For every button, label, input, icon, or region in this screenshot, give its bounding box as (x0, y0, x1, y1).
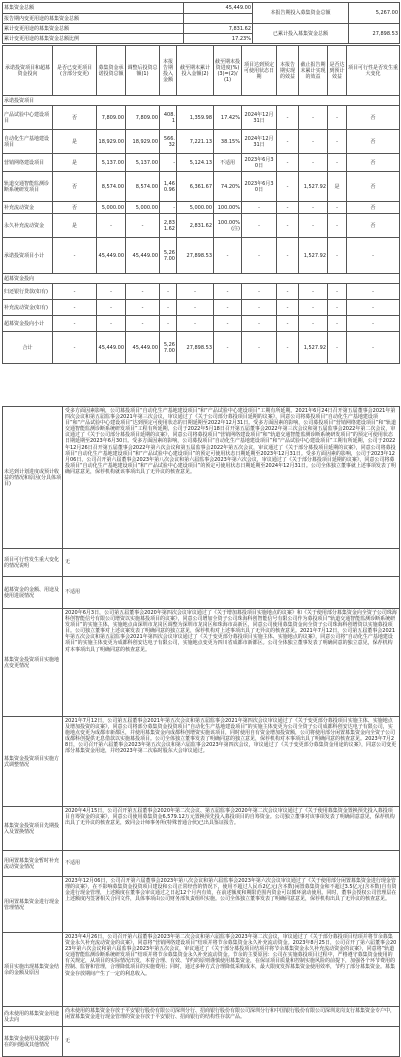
cell: 不适用 (214, 154, 242, 172)
cell: - (277, 300, 299, 316)
cell: 5,137.00 (126, 154, 160, 172)
column-header: 截至期末累计投入金额(2) (177, 46, 214, 96)
cell: - (242, 202, 277, 214)
cell: - (328, 154, 347, 172)
cell: - (53, 238, 97, 274)
cell: 7,809.00 (126, 106, 160, 130)
cell: - (242, 332, 277, 364)
cell: - (277, 202, 299, 214)
cell: - (160, 284, 177, 300)
cell: 否 (347, 154, 400, 172)
table-row (3, 106, 400, 130)
cell: - (328, 130, 347, 154)
row-name: 轨道交通智能监测诊断系统研发项目 (3, 172, 53, 202)
cell: - (299, 316, 328, 332)
note-label: 募集资金投资项目先期投入及置换情况 (3, 807, 63, 851)
column-header: 截止报告期末累计实现的效益 (299, 46, 328, 96)
cell: - (242, 300, 277, 316)
cell: - (277, 284, 299, 300)
row-name: 承诺投资项目 (3, 96, 400, 106)
column-header: 项目可行性是否发生重大变化 (347, 46, 400, 96)
note-row (3, 717, 400, 807)
cell: - (328, 238, 347, 274)
cell: 45,449.00 (97, 332, 126, 364)
note-row (3, 1007, 400, 1027)
cell: - (53, 332, 97, 364)
note-text: 2023年12月06日，公司召开第六届董事会2023年第八次会议和第六届监事会2023年第六次会议审议通过了《关于使用部分闲置募集资金进行现金管理的议案》，在不影响募集资金投资项目建设和公司正常经营的情况下，使用不超过人民币2亿元(含本数)闲置募集资金和不超过3.5亿元(含本数)自有资金进行现金管理，上述额度在董事会审议通过之日起12个月内有效，在前述额度和期限范围内资金可以循环滚动使用。同时，董事会授权公司管理层在上述额度内签署相关合同文件，具体事项由公司财务部负责组织实施。公司全体独立董事发表了明确同意意见，保荐机构出具了无异议的核查意见。 (63, 877, 400, 933)
cell: 2024年12月31日 (242, 130, 277, 154)
cell: 2023年6月30日 (242, 172, 277, 202)
cell: - (53, 316, 97, 332)
note-label: 尚未使用的募集资金用途及去向 (3, 1007, 63, 1027)
cell: 5,137.00 (97, 154, 126, 172)
cell: - (347, 300, 400, 316)
table-row (3, 154, 400, 172)
cell: 2023年6月30日 (242, 154, 277, 172)
note-label: 未达到计划进度或预计收益的情况和原因(分具体项目) (3, 407, 63, 549)
column-header: 募集资金承诺投资总额 (97, 46, 126, 96)
row-name: 超募资金投向 (3, 274, 400, 284)
summary-value: 45,449.00 (184, 3, 253, 14)
cell: - (277, 332, 299, 364)
cell: 否 (347, 172, 400, 202)
row-name: 合计 (3, 332, 53, 364)
summary-label: 报告期内变更用途的募集资金总额 (3, 14, 184, 24)
note-text: 无 (63, 549, 400, 577)
cell: - (347, 316, 400, 332)
cell: - (299, 106, 328, 130)
cell: - (242, 214, 277, 238)
summary-right-value: 5,267.00 (349, 3, 400, 24)
cell: - (97, 284, 126, 300)
column-header: 承诺投资项目和超募资金投向 (3, 46, 53, 96)
cell: - (214, 238, 242, 274)
note-row (3, 1027, 400, 1057)
table-row (3, 238, 400, 274)
cell: - (126, 214, 160, 238)
cell: - (126, 284, 160, 300)
cell: - (328, 202, 347, 214)
cell: - (347, 284, 400, 300)
cell: - (277, 154, 299, 172)
table-row (3, 332, 400, 364)
cell: 否 (53, 172, 97, 202)
cell: - (328, 316, 347, 332)
cell: - (328, 106, 347, 130)
cell: - (277, 214, 299, 238)
cell: - (177, 300, 214, 316)
note-label: 用闲置募集资金进行现金管理情况 (3, 877, 63, 933)
summary-right-value: 27,898.53 (349, 24, 400, 44)
note-row (3, 549, 400, 577)
cell: 是 (328, 172, 347, 202)
cell: 27,898.53 (177, 332, 214, 364)
table-row (3, 214, 400, 238)
note-text: 不适用 (63, 577, 400, 609)
cell: - (160, 316, 177, 332)
note-row (3, 851, 400, 877)
cell: - (242, 284, 277, 300)
cell: - (299, 300, 328, 316)
cell: 2024年12月31日 (242, 106, 277, 130)
cell: 是 (53, 214, 97, 238)
column-header: 本报告期实现的效益 (277, 46, 299, 96)
row-name: 自动化生产基地建设项目 (3, 130, 53, 154)
row-name: 产品试验中心建设项目 (3, 106, 53, 130)
cell: 18,929.00 (97, 130, 126, 154)
table-row (3, 300, 400, 316)
note-text: 受多方面因素影响，公司募投项目“自动化生产基地建设项目”和“产品试验中心建设项目”工期有所延期。2021年6月24日召开第五届董事会2021年第四次会议和第五届监事会2021年第三次会议，审议通过了《关于公司部分募投项目延期的议案》，同意公司将募投项目“自动化生产基地建设项目”和“产品试验中心建设项目”达到预定可使用状态的日期延期至2022年12月31日。受多方面因素的影响，公司募投项目“营销网络建设项目”和“轨道交通智能监测诊断系统研发项目”工程有所延期，公司于2022年5月18日召开第五届董事会2022年第三次会议和第五届监事会2022年第二次会议，审议通过了《关于公司部分募投项目延期的议案》，同意公司将募投项目“营销网络建设项目”和“轨道交通智能监测诊断系统研发项目”的预定可使用状态日期延期至2023年6月30日。受多方面因素的影响，公司募投项目“自动化生产基地建设项目”和“产品试验中心建设项目”工期有所延期，公司于2022年12月26日召开第五届董事会2022年第六次会议和第五届监事会2022年第五次会议，审议通过了《关于部分募投项目延期的议案》，同意公司将募投项目“自动化生产基地建设项目”和“产品试验中心建设项目”的预定可使用状态日期延期至2023年12月31日。受多方面因素的影响，公司于2023年12月06日，公司召开第六届董事会2023年第八次会议和第六届监事会2023年第六次会议，审议通过了《关于部分募投项目延期的议案》，同意公司将募投项目“自动化生产基地建设项目”和“产品试验中心建设项目”的预定可使用状态日期延期至2024年12月31日。公司全体独立董事就上述事项发表了明确同意意见，保荐机构就该事项出具了无异议的核查意见。 (63, 407, 400, 549)
cell: 17.42% (214, 106, 242, 130)
cell: - (299, 284, 328, 300)
cell: 27,898.53 (177, 238, 214, 274)
cell: - (328, 284, 347, 300)
cell: - (160, 154, 177, 172)
summary-right-label: 已累计投入募集资金总额 (253, 24, 349, 44)
summary-label: 累计变更用途的募集资金总额 (3, 24, 184, 34)
cell: - (97, 214, 126, 238)
note-text: 2023年4月26日，公司召开第六届董事会2023年第二次会议和第六届监事会2023年第二次会议，审议通过了《关于部分募投项目结项并将节余募集资金永久补充流动资金的议案》，同意将“营销网络建设项目”结项并将节余募集资金永久补充流动资金。2023年8月25日，公司召开了第六届董事会2023年第六次会议和第六届监事会2023年第五次会议，审议通过了《关于部分募投项目结项并将节余募集资金永久补充流动资金的议案》，同意将“轨道交通智能监测诊断系统研发项目”结项并将节余募集资金永久补充流动资金。节余的主要原因：公司在实施募投项目过程中，严格遵守募集资金使用的有关规定，从项目的实际情况出发，本着合理、有效、节约的原则谨慎使用募集资金，在保证项目质量和控制实施风险的前提下，加强各个环节费用的控制、监督和管理，合理降低项目的实施费用；同时，通过多种方式合理降低采购成本，最大限度发挥募集资金使用效率，节约了部分募集资金。募集资金存放期间产生了一定的利息收入。 (63, 933, 400, 1007)
table-row (3, 130, 400, 154)
cell: 2,831.62 (160, 214, 177, 238)
cell: - (277, 238, 299, 274)
summary-value (184, 14, 253, 24)
cell: 38.15% (214, 130, 242, 154)
cell: 否 (347, 214, 400, 238)
cell: - (242, 316, 277, 332)
row-name: 补充流动资金(如有) (3, 300, 53, 316)
cell: - (214, 316, 242, 332)
row-name: 承诺投资项目小计 (3, 238, 53, 274)
cell: 否 (347, 130, 400, 154)
cell: 100.00%(注) (214, 214, 242, 238)
cell: 8,574.00 (126, 172, 160, 202)
note-label: 募集资金投资项目实施方式调整情况 (3, 717, 63, 807)
cell: 7,221.13 (177, 130, 214, 154)
cell: - (214, 300, 242, 316)
cell: 否 (347, 106, 400, 130)
note-label: 超募资金的金额、用途及使用进展情况 (3, 577, 63, 609)
cell: 1,460.96 (160, 172, 177, 202)
cell: 2,831.62 (177, 214, 214, 238)
cell: - (347, 238, 400, 274)
cell: 45,449.00 (126, 238, 160, 274)
cell: - (299, 130, 328, 154)
cell: 100.00% (214, 202, 242, 214)
cell: 5,000.00 (177, 202, 214, 214)
summary-table (2, 2, 400, 44)
note-text: 无 (63, 1027, 400, 1057)
row-name: 超募资金投向小计 (3, 316, 53, 332)
row-name: 永久补充流动资金 (3, 214, 53, 238)
column-header: 项目达到预定可使用状态日期 (242, 46, 277, 96)
table-row (3, 96, 400, 106)
cell: - (299, 214, 328, 238)
cell: - (160, 300, 177, 316)
cell: 8,574.00 (97, 172, 126, 202)
cell: 45,449.00 (126, 332, 160, 364)
column-header: 本报告期投入金额 (160, 46, 177, 96)
column-header: 截至期末投资进度(%)(3)=(2)/(1) (214, 46, 242, 96)
column-header: 是否已变更项目(含部分变更) (53, 46, 97, 96)
table-row (3, 284, 400, 300)
note-text: 2021年7月12日，公司第五届董事会2021年第五次会议和第五届监事会2021年第四次会议审议通过了《关于变更部分募投项目实施主体、实施地点及增加投资的议案》，同意公司将部分募集资金投资项目“自动化生产基地建设项目”的实施主体变更为公司全资子公司成都科创安达电子有限公司，实施地点变更为成都市新都区，并使用募集资金向成都科创增资实施该项目，同时使用自有资金增加投资额，公司将使用部分闲置募集资金向全资子公司成都科创提供无息借款以实施募投项目。公司全体独立董事发表了明确同意的独立意见，保荐机构对本事项出具了明确同意的核查意见。2023年7月28日，公司召开第六届董事会2023年第五次会议和第六届监事会2023年第四次会议，审议通过了《关于变更部分募集资金用途的议案》，同意公司变更部分募集资金用途，并经2023年第二次临时股东大会审议通过。 (63, 717, 400, 807)
note-row (3, 609, 400, 717)
note-label: 募集资金使用及披露中存在的问题或其他情况 (3, 1027, 63, 1057)
summary-value: 17.23% (184, 34, 253, 44)
cell: 45,449.00 (97, 238, 126, 274)
cell: - (299, 202, 328, 214)
cell: 408.1 (160, 106, 177, 130)
note-row (3, 933, 400, 1007)
cell: 5,000.00 (126, 202, 160, 214)
cell: - (177, 284, 214, 300)
cell: - (277, 130, 299, 154)
cell: - (328, 300, 347, 316)
note-text: 尚未使用的募集资金存放于平安银行股份有限公司深圳分行、招商银行股份有限公司深圳分行和中国银行股份有限公司深圳龙岗支行募集资金专户中，闲置募集资金进行现金管理的资金存放于平安银行、招商银行的结构性存款产品。 (63, 1007, 400, 1027)
table-row (3, 316, 400, 332)
cell: - (277, 172, 299, 202)
cell: - (299, 154, 328, 172)
note-row (3, 807, 400, 851)
cell: 1,359.98 (177, 106, 214, 130)
cell: - (53, 300, 97, 316)
table-row (3, 274, 400, 284)
cell: - (160, 202, 177, 214)
cell: 74.20% (214, 172, 242, 202)
cell: - (214, 332, 242, 364)
notes-table (2, 406, 400, 1057)
cell: 否 (347, 202, 400, 214)
cell: - (177, 316, 214, 332)
summary-label: 募集资金总额 (3, 3, 184, 14)
summary-label: 累计变更用途的募集资金总额比例 (3, 34, 184, 44)
note-text: 2020年6月3日，公司第五届董事会2020年第四次会议审议通过了《关于增加募投项目实施地点的议案》和《关于使用部分募集资金向全资子公司珠海科创智能信号有限公司增资以实施募投项目的议案》，同意公司增加全资子公司珠海科创智能信号有限公司作为募投项目“轨道交通智能监测诊断系统研发项目”的实施主体，实施地点由深圳市龙岗区调整为深圳市龙岗区和珠海市高新区，同意公司使用募集资金向全资子公司珠海科创增资以实施募投项目。公司独立董事对上述议案发表了明确同意的独立意见，保荐机构对上述事项出具了无异议的核查意见。2021年7月12日，公司第五届董事会2021年第五次会议和第五届监事会2021年第四次会议审议通过了《关于变更部分募投项目实施主体、实施地点的议案》，同意公司将“自动化生产基地建设项目”的实施主体变更为成都科创安达电子有限公司，实施地点变更为四川省成都市新都区。公司全体独立董事发表了明确同意的独立意见，保荐机构对本事项出具了明确同意的核查意见。 (63, 609, 400, 717)
note-label: 募集资金投资项目实施地点变更情况 (3, 609, 63, 717)
summary-right-label: 本报告期投入募集资金总额 (253, 3, 349, 24)
cell: 否 (53, 106, 97, 130)
column-header: 调整后投资总额(1) (126, 46, 160, 96)
cell: 是 (53, 154, 97, 172)
cell: 566.32 (160, 130, 177, 154)
note-row (3, 407, 400, 549)
summary-value: 7,831.62 (184, 24, 253, 34)
cell: 18,929.00 (126, 130, 160, 154)
cell: - (126, 316, 160, 332)
cell: 1,527.92 (299, 172, 328, 202)
cell: 5,000.00 (97, 202, 126, 214)
cell: 5,267.00 (160, 238, 177, 274)
column-header: 是否达到预计效益 (328, 46, 347, 96)
row-name: 归还银行贷款(如有) (3, 284, 53, 300)
cell: 是 (53, 130, 97, 154)
cell: 7,809.00 (97, 106, 126, 130)
table-row (3, 172, 400, 202)
note-label: 项目可行性发生重大变化的情况说明 (3, 549, 63, 577)
cell: - (53, 284, 97, 300)
cell: 5,124.13 (177, 154, 214, 172)
cell: - (214, 284, 242, 300)
cell: 6,361.67 (177, 172, 214, 202)
cell: - (97, 300, 126, 316)
cell: 1,527.92 (299, 238, 328, 274)
cell: - (347, 332, 400, 364)
table-row (3, 202, 400, 214)
project-table (2, 45, 400, 364)
cell: - (126, 300, 160, 316)
row-name: 补充流动资金 (3, 202, 53, 214)
note-row (3, 577, 400, 609)
table-header-row (3, 46, 400, 96)
cell: - (277, 106, 299, 130)
cell: - (277, 316, 299, 332)
cell: - (242, 238, 277, 274)
note-label: 项目实施出现募集资金结余的金额及原因 (3, 933, 63, 1007)
note-text: 2020年4月15日，公司召开第五届董事会2020年第二次会议、第五届监事会2020年第二次会议审议通过了《关于使用募集资金置换预先投入募投项目自筹资金的议案》，同意公司使用募集资金6,579.12万元置换预先投入募投项目的自筹资金。公司独立董事对该事项发表了明确同意意见，保荐机构出具了无异议的核查意见，致同会计师事务所(特殊普通合伙)已出具鉴证报告。 (63, 807, 400, 851)
note-row (3, 877, 400, 933)
cell: 否 (53, 202, 97, 214)
row-name: 营销网络建设项目 (3, 154, 53, 172)
cell: - (328, 332, 347, 364)
note-label: 用闲置募集资金暂时补充流动资金情况 (3, 851, 63, 877)
cell: - (97, 316, 126, 332)
note-text: 不适用 (63, 851, 400, 877)
cell: 1,527.92 (299, 332, 328, 364)
cell: 5,267.00 (160, 332, 177, 364)
cell: - (328, 214, 347, 238)
